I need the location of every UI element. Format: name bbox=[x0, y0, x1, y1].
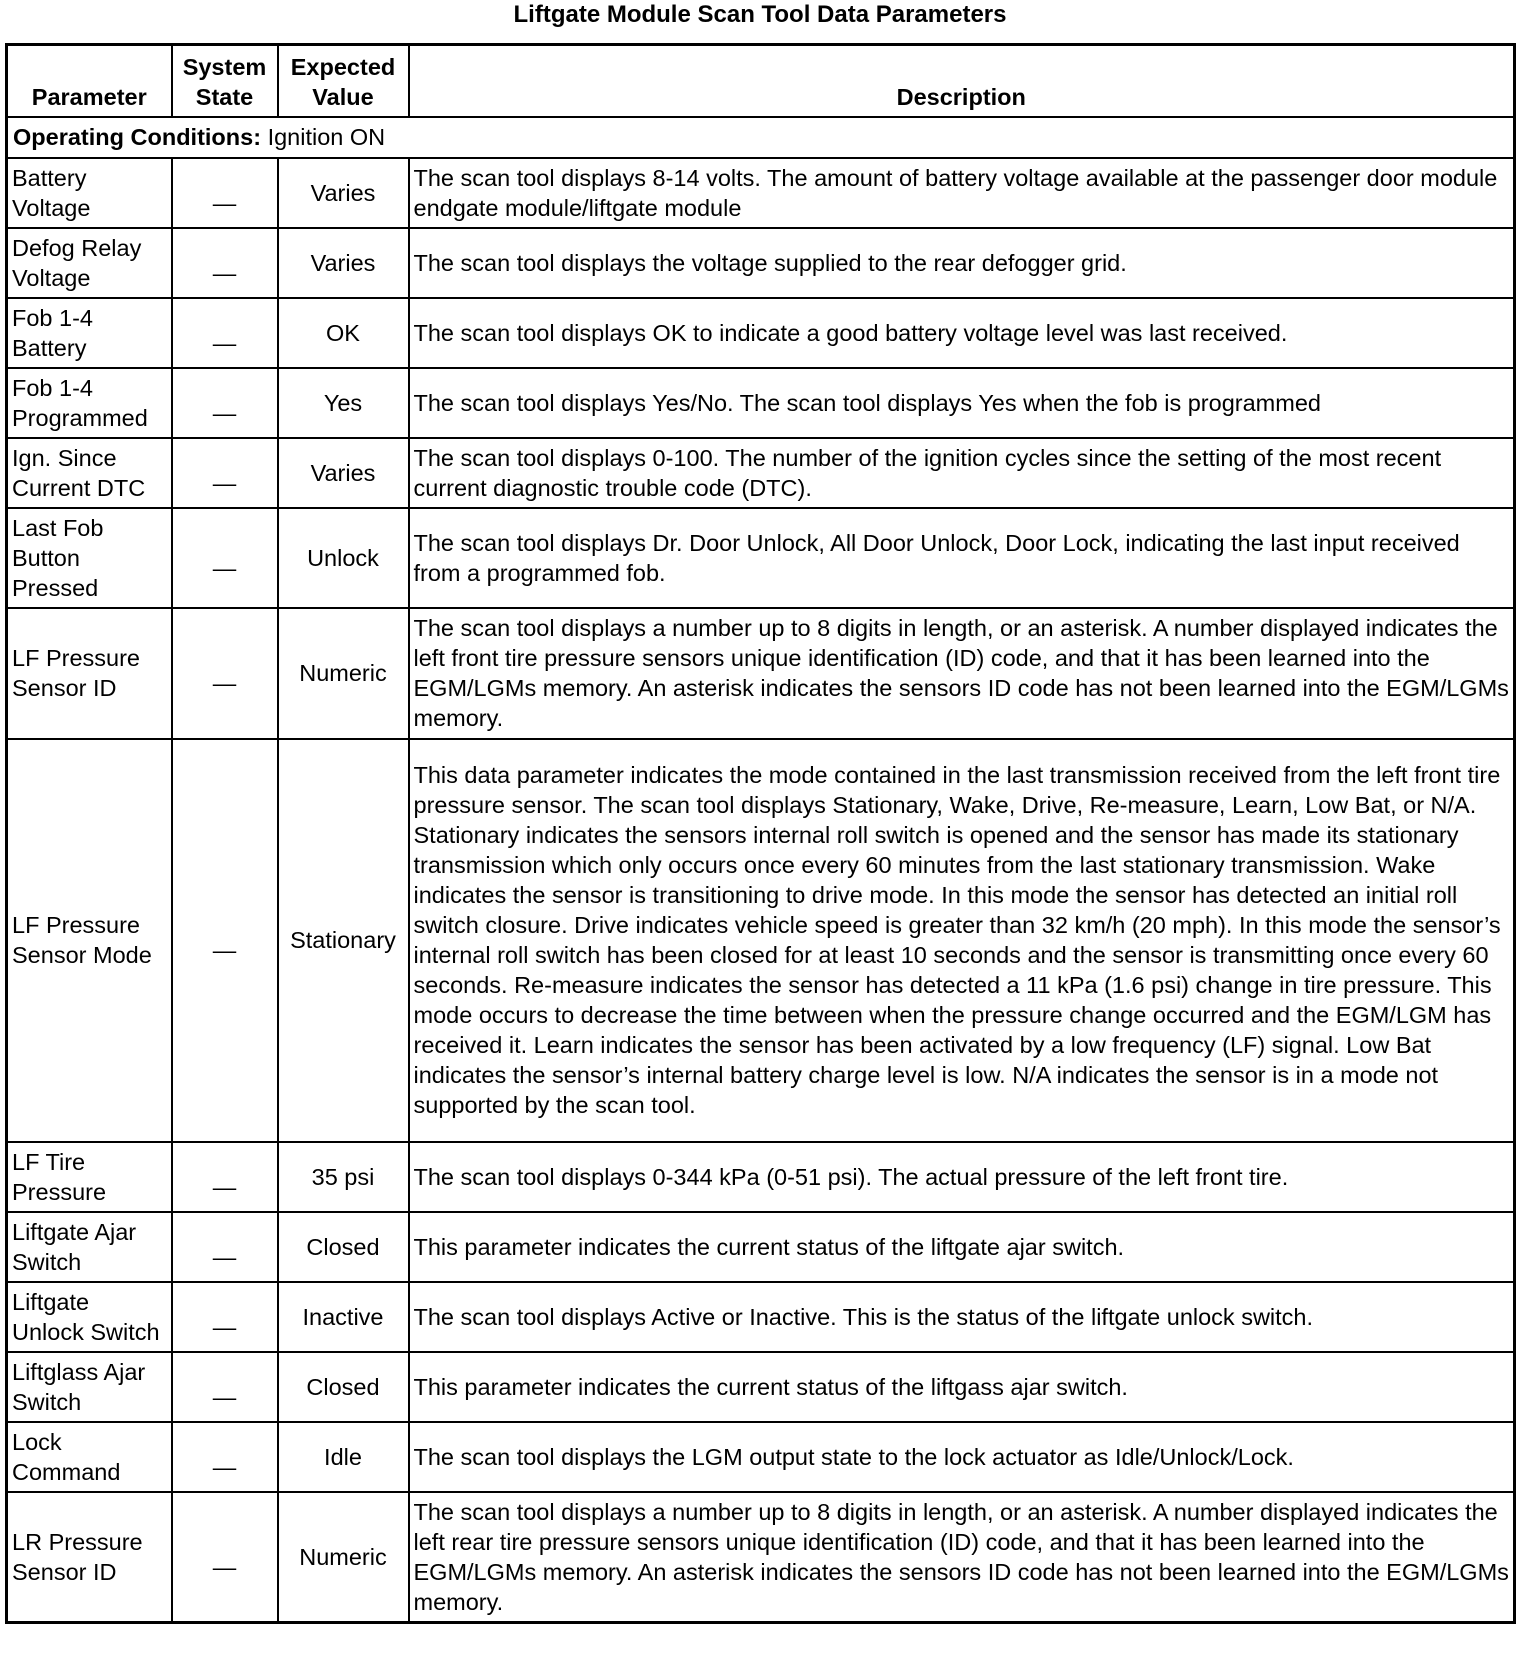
expected-value-cell: OK bbox=[278, 298, 409, 368]
system-state-cell bbox=[172, 1422, 278, 1492]
description-cell: The scan tool displays 0-100. The number of the ignition cycles since the setting of the most recent current diagnostic trouble code (DTC). bbox=[409, 438, 1515, 508]
table-row bbox=[7, 608, 1515, 739]
operating-conditions-label: Operating Conditions: bbox=[13, 124, 262, 150]
table-row bbox=[7, 298, 1515, 368]
table-row bbox=[7, 508, 1515, 608]
system-state-value: — bbox=[212, 1173, 237, 1200]
system-state-cell bbox=[172, 228, 278, 298]
system-state-value: — bbox=[212, 670, 237, 696]
expected-value-cell: Unlock bbox=[278, 508, 409, 608]
header-row bbox=[7, 45, 1515, 117]
system-state-cell bbox=[172, 1212, 278, 1282]
system-state-cell bbox=[172, 298, 278, 368]
system-state-cell bbox=[172, 1352, 278, 1422]
operating-conditions-row bbox=[7, 117, 1515, 158]
description-cell: The scan tool displays Active or Inactive. This is the status of the liftgate unlock switch. bbox=[409, 1282, 1515, 1352]
expected-value-cell: Numeric bbox=[278, 1492, 409, 1623]
description-cell: This parameter indicates the current status of the liftgate ajar switch. bbox=[409, 1212, 1515, 1282]
system-state-value: — bbox=[212, 259, 237, 286]
parameter-cell: Liftgate Unlock Switch bbox=[7, 1282, 172, 1352]
system-state-value: — bbox=[212, 1453, 237, 1480]
table-row bbox=[7, 739, 1515, 1142]
system-state-cell bbox=[172, 1492, 278, 1623]
system-state-value: — bbox=[212, 1243, 237, 1270]
parameter-cell: LF Pressure Sensor ID bbox=[7, 608, 172, 739]
expected-value-cell: 35 psi bbox=[278, 1142, 409, 1212]
parameter-cell: Ign. Since Current DTC bbox=[7, 438, 172, 508]
system-state-value: — bbox=[212, 554, 237, 581]
system-state-cell bbox=[172, 1282, 278, 1352]
system-state-value: — bbox=[212, 1553, 237, 1580]
system-state-cell bbox=[172, 508, 278, 608]
expected-value-cell: Closed bbox=[278, 1352, 409, 1422]
expected-value-cell: Varies bbox=[278, 158, 409, 228]
operating-conditions bbox=[7, 117, 1515, 158]
parameter-cell: Liftgate Ajar Switch bbox=[7, 1212, 172, 1282]
expected-value-cell: Yes bbox=[278, 368, 409, 438]
header-system-state: System State bbox=[172, 45, 278, 117]
system-state-value: — bbox=[212, 469, 237, 496]
table-row bbox=[7, 1352, 1515, 1422]
expected-value-cell: Varies bbox=[278, 438, 409, 508]
system-state-value: — bbox=[212, 329, 237, 356]
table-row bbox=[7, 1492, 1515, 1623]
header-description: Description bbox=[409, 45, 1515, 117]
header-expected-value: Expected Value bbox=[278, 45, 409, 117]
parameter-cell: LF Tire Pressure bbox=[7, 1142, 172, 1212]
description-cell: The scan tool displays a number up to 8 digits in length, or an asterisk. A number displayed indicates the left rear tire pressure sensors unique identification (ID) code, and that it has been learned into the EGM/LGMs memory. An asterisk indicates the sensors ID code has not been learned into the EGM/LGMs memory. bbox=[409, 1492, 1515, 1623]
parameter-cell: Lock Command bbox=[7, 1422, 172, 1492]
parameter-cell: LF Pressure Sensor Mode bbox=[7, 739, 172, 1142]
system-state-value: — bbox=[212, 189, 237, 216]
document-title: Liftgate Module Scan Tool Data Parameters bbox=[513, 1, 1007, 28]
table-row bbox=[7, 1212, 1515, 1282]
expected-value-cell: Closed bbox=[278, 1212, 409, 1282]
system-state-cell bbox=[172, 158, 278, 228]
system-state-cell bbox=[172, 608, 278, 739]
system-state-cell bbox=[172, 739, 278, 1142]
table-row bbox=[7, 228, 1515, 298]
parameter-cell: Liftglass Ajar Switch bbox=[7, 1352, 172, 1422]
description-cell: The scan tool displays the LGM output state to the lock actuator as Idle/Unlock/Lock. bbox=[409, 1422, 1515, 1492]
table-row bbox=[7, 1422, 1515, 1492]
description-cell: The scan tool displays the voltage supplied to the rear defogger grid. bbox=[409, 228, 1515, 298]
parameter-cell: Fob 1-4 Programmed bbox=[7, 368, 172, 438]
system-state-cell bbox=[172, 368, 278, 438]
system-state-value: — bbox=[212, 937, 237, 963]
description-cell: The scan tool displays OK to indicate a good battery voltage level was last received. bbox=[409, 298, 1515, 368]
parameter-cell: Defog Relay Voltage bbox=[7, 228, 172, 298]
parameter-cell: LR Pressure Sensor ID bbox=[7, 1492, 172, 1623]
description-cell: The scan tool displays Yes/No. The scan tool displays Yes when the fob is programmed bbox=[409, 368, 1515, 438]
description-cell: The scan tool displays Dr. Door Unlock, All Door Unlock, Door Lock, indicating the last input received from a programmed fob. bbox=[409, 508, 1515, 608]
description-cell: The scan tool displays 8-14 volts. The amount of battery voltage available at the passenger door module endgate module/liftgate module bbox=[409, 158, 1515, 228]
system-state-cell bbox=[172, 438, 278, 508]
parameter-cell: Last Fob Button Pressed bbox=[7, 508, 172, 608]
header-parameter: Parameter bbox=[7, 45, 172, 117]
table-row bbox=[7, 1142, 1515, 1212]
description-cell: This parameter indicates the current status of the liftgass ajar switch. bbox=[409, 1352, 1515, 1422]
system-state-value: — bbox=[212, 1383, 237, 1410]
expected-value-cell: Idle bbox=[278, 1422, 409, 1492]
expected-value-cell: Stationary bbox=[278, 739, 409, 1142]
parameter-cell: Battery Voltage bbox=[7, 158, 172, 228]
description-cell: The scan tool displays a number up to 8 digits in length, or an asterisk. A number displayed indicates the left front tire pressure sensors unique identification (ID) code, and that it has been learned into the EGM/LGMs memory. An asterisk indicates the sensors ID code has not been learned into the EGM/LGMs memory. bbox=[409, 608, 1515, 739]
description-cell: The scan tool displays 0-344 kPa (0-51 psi). The actual pressure of the left front tire. bbox=[409, 1142, 1515, 1212]
system-state-value: — bbox=[212, 399, 237, 426]
parameter-cell: Fob 1-4 Battery bbox=[7, 298, 172, 368]
system-state-cell bbox=[172, 1142, 278, 1212]
description-cell: This data parameter indicates the mode contained in the last transmission received from the left front tire pressure sensor. The scan tool displays Stationary, Wake, Drive, Re-measure, Learn, Low Bat, or N/A. Stationary indicates the sensors internal roll switch is opened and the sensor has made its stationary transmission which only occurs once every 60 minutes from the last stationary transmission. Wake indicates the sensor is transitioning to drive mode. In this mode the sensor has detected an initial roll switch closure. Drive indicates vehicle speed is greater than 32 km/h (20 mph). In this mode the sensor’s internal roll switch has been closed for at least 10 seconds and the sensor is transmitting once every 60 seconds. Re-measure indicates the sensor has detected a 11 kPa (1.6 psi) change in tire pressure. This mode occurs to decrease the time between when the pressure change occurred and the EGM/LGM has received it. Learn indicates the sensor has been activated by a low frequency (LF) signal. Low Bat indicates the sensor’s internal battery charge level is low. N/A indicates the sensor is in a mode not supported by the scan tool. bbox=[409, 739, 1515, 1142]
system-state-value: — bbox=[212, 1313, 237, 1340]
table-row bbox=[7, 1282, 1515, 1352]
expected-value-cell: Varies bbox=[278, 228, 409, 298]
table-row bbox=[7, 158, 1515, 228]
expected-value-cell: Numeric bbox=[278, 608, 409, 739]
operating-conditions-value: Ignition ON bbox=[261, 124, 386, 150]
parameters-table bbox=[5, 43, 1516, 1624]
expected-value-cell: Inactive bbox=[278, 1282, 409, 1352]
table-row bbox=[7, 368, 1515, 438]
table-row bbox=[7, 438, 1515, 508]
